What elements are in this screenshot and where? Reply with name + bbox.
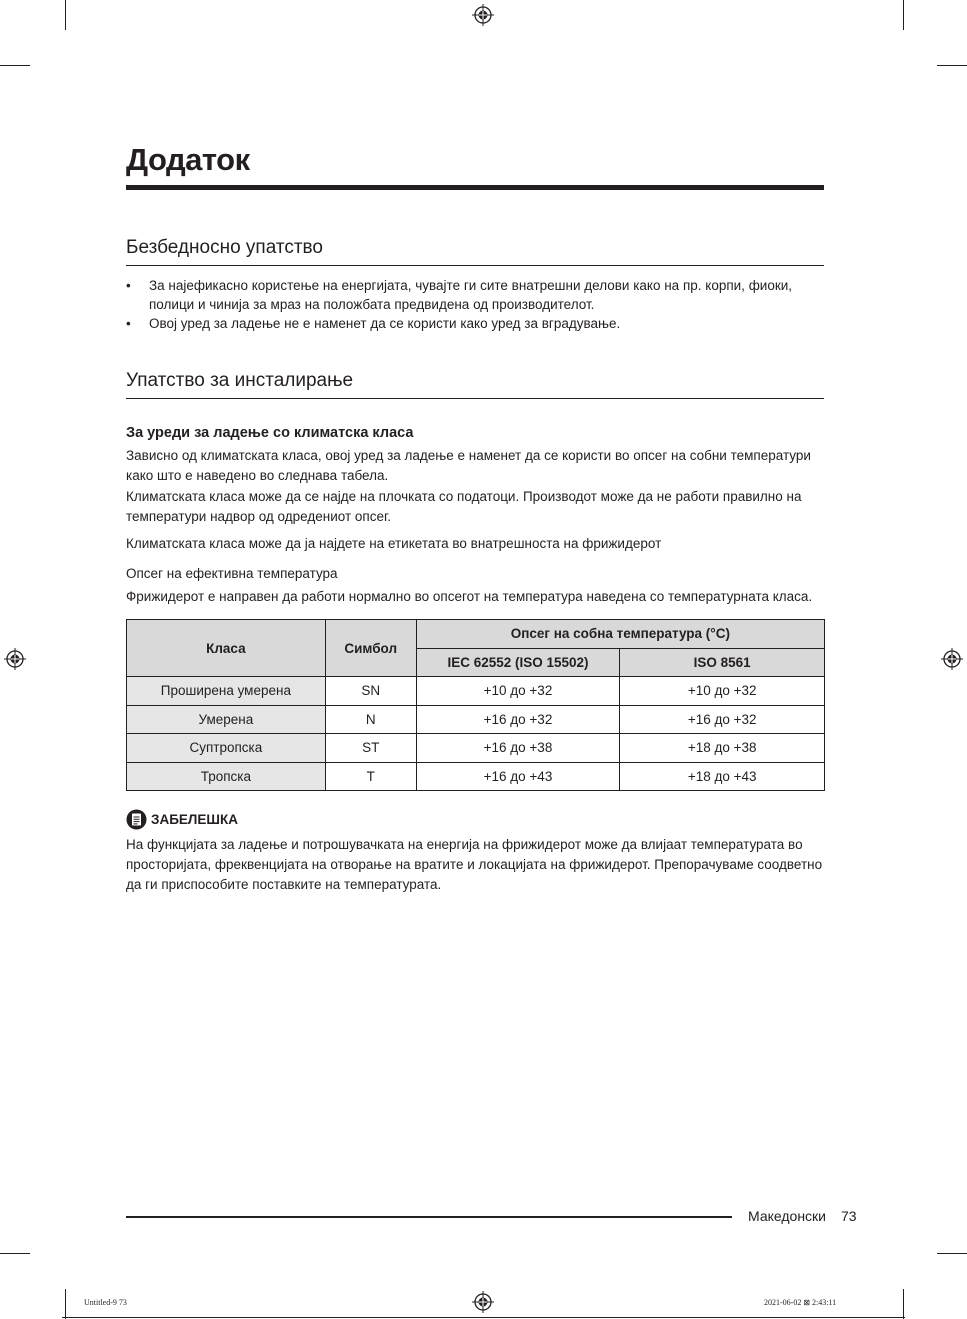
paragraph: Опсег на ефективна температура bbox=[126, 566, 338, 581]
crop-mark bbox=[903, 1289, 904, 1319]
column-header-iso: ISO 8561 bbox=[620, 648, 825, 677]
page-number: 73 bbox=[841, 1208, 857, 1224]
table-row bbox=[127, 734, 825, 763]
note-text: На функцијата за ладење и потрошувачката на енергија на фрижидерот може да влијаат температурата во просторијата, фреквенцијата на отворање на вратите и локацијата на фрижидерот. Препорачуваме соодветно да ги приспособите поставките на температурата. bbox=[126, 837, 823, 892]
cell-iso: +16 до +32 bbox=[620, 705, 825, 734]
cell-iec: +16 до +43 bbox=[416, 762, 620, 791]
cell-class: Суптропска bbox=[127, 734, 326, 763]
print-slug-right: 2021-06-02 ⊠ 2:43:11 bbox=[764, 1298, 837, 1307]
cell-iso: +18 до +43 bbox=[620, 762, 825, 791]
crop-mark bbox=[937, 1253, 967, 1254]
cell-symbol: T bbox=[325, 762, 416, 791]
slug-rule bbox=[62, 1317, 905, 1318]
bullet-text: За најефикасно користење на енергијата, чувајте ги сите внатрешни делови како на пр. корпи, фиоки, полици и чинија за мраз на положбата предвидена од производителот. bbox=[149, 278, 793, 312]
paragraph: Фрижидерот е направен да работи нормално во опсегот на температура наведена со температурната класа. bbox=[126, 589, 813, 604]
crop-mark bbox=[903, 0, 904, 30]
note-icon bbox=[126, 809, 147, 830]
install-subheading: За уреди за ладење со климатска класа bbox=[126, 425, 414, 441]
section-rule bbox=[126, 398, 824, 399]
section-rule bbox=[126, 265, 824, 266]
footer-language: Македонски bbox=[748, 1208, 826, 1224]
cell-iso: +10 до +32 bbox=[620, 677, 825, 706]
bullet-glyph: • bbox=[126, 316, 131, 331]
bullet-text: Овој уред за ладење не е наменет да се користи како уред за вградување. bbox=[149, 316, 621, 331]
cell-class: Умерена bbox=[127, 705, 326, 734]
list-item bbox=[126, 276, 824, 314]
note-label: ЗАБЕЛЕШКА bbox=[151, 812, 238, 827]
column-header-range: Опсег на собна температура (°C) bbox=[416, 620, 824, 649]
column-header-class: Класа bbox=[127, 620, 326, 677]
crop-mark bbox=[0, 1253, 30, 1254]
crop-mark bbox=[65, 0, 66, 30]
footer-rule bbox=[126, 1216, 732, 1218]
crop-mark bbox=[0, 65, 30, 66]
safety-bullet-list bbox=[126, 276, 824, 333]
registration-mark-icon bbox=[941, 648, 963, 670]
paragraph: Климатската класа може да се најде на плочката со податоци. Производот може да не работи правилно на температури надвор од одредениот опсег. bbox=[126, 489, 802, 524]
cell-symbol: ST bbox=[325, 734, 416, 763]
climate-class-table bbox=[126, 619, 825, 791]
cell-symbol: N bbox=[325, 705, 416, 734]
cell-iec: +10 до +32 bbox=[416, 677, 620, 706]
paragraph: Зависно од климатската класа, овој уред за ладење е наменет да се користи во опсег на собни температури како што е наведено во следнава табела. bbox=[126, 448, 811, 483]
registration-mark-icon bbox=[472, 4, 494, 26]
bullet-glyph: • bbox=[126, 278, 131, 293]
registration-mark-icon bbox=[4, 648, 26, 670]
table-row bbox=[127, 677, 825, 706]
table-row bbox=[127, 705, 825, 734]
cell-class: Тропска bbox=[127, 762, 326, 791]
cell-iec: +16 до +38 bbox=[416, 734, 620, 763]
cell-iso: +18 до +38 bbox=[620, 734, 825, 763]
table-row bbox=[127, 762, 825, 791]
list-item bbox=[126, 314, 824, 333]
safety-heading: Безбедносно упатство bbox=[126, 237, 323, 258]
cell-symbol: SN bbox=[325, 677, 416, 706]
page-title: Додаток bbox=[126, 142, 250, 177]
paragraph: Климатската класа може да ја најдете на етикетата во внатрешноста на фрижидерот bbox=[126, 536, 662, 551]
cell-class: Проширена умерена bbox=[127, 677, 326, 706]
print-slug-left: Untitled-9 73 bbox=[84, 1298, 127, 1307]
cell-iec: +16 до +32 bbox=[416, 705, 620, 734]
column-header-iec: IEC 62552 (ISO 15502) bbox=[416, 648, 620, 677]
registration-mark-icon bbox=[472, 1291, 494, 1313]
column-header-symbol: Симбол bbox=[325, 620, 416, 677]
title-rule bbox=[126, 185, 824, 190]
crop-mark bbox=[937, 65, 967, 66]
note-heading bbox=[126, 809, 238, 830]
crop-mark bbox=[65, 1289, 66, 1319]
install-heading: Упатство за инсталирање bbox=[126, 370, 354, 391]
table-header-row bbox=[127, 620, 825, 649]
